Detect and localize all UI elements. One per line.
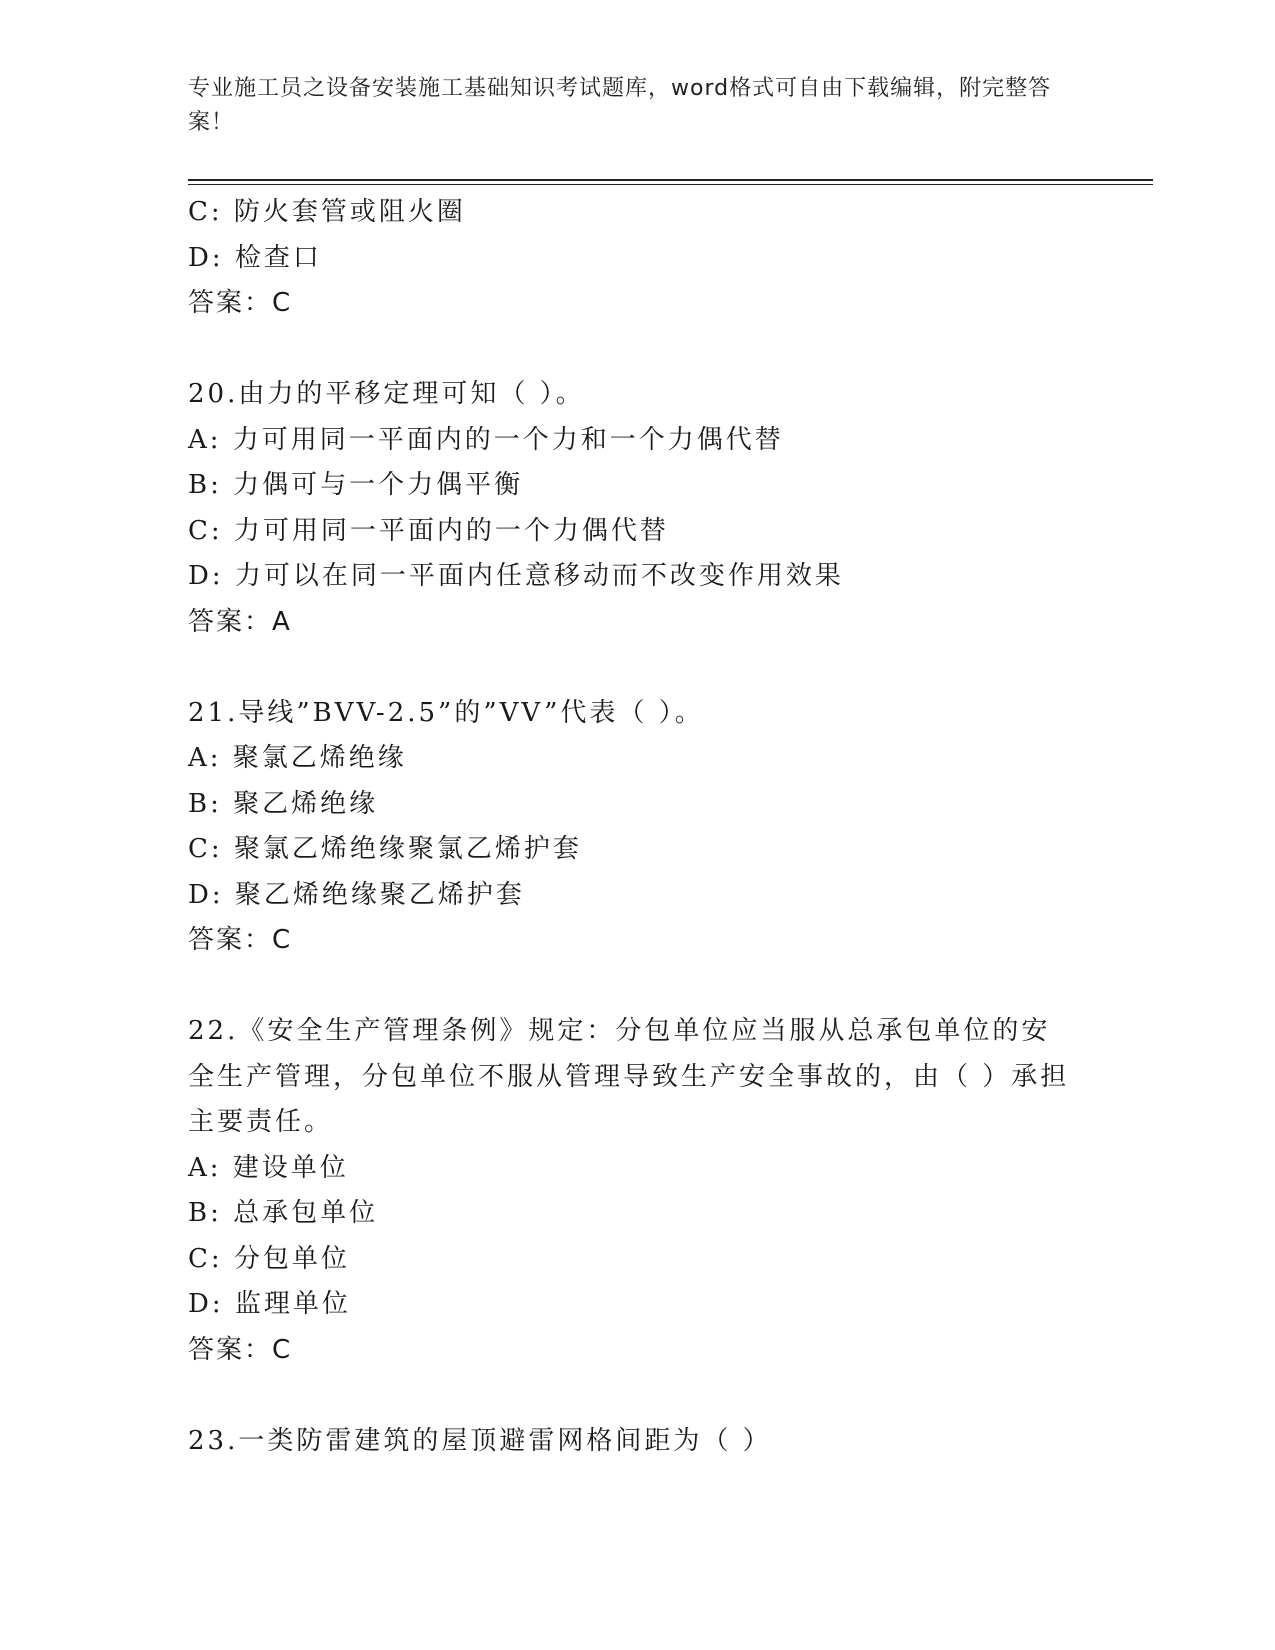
question-stem-22: 22.《安全生产管理条例》规定：分包单位应当服从总承包单位的安全生产管理，分包单位不服从管理导致生产安全事故的，由（ ）承担主要责任。 (188, 1016, 1070, 1137)
option-c: C: 防火套管或阻火圈 (188, 197, 466, 227)
option-d: D: 监理单位 (188, 1289, 351, 1319)
header-divider-thin (188, 184, 1153, 185)
option-c: C: 力可用同一平面内的一个力偶代替 (188, 515, 669, 546)
question-stem-20: 20.由力的平移定理可知（ ）。 (188, 379, 585, 409)
option-b: B: 总承包单位 (188, 1198, 379, 1228)
option-c: C: 聚氯乙烯绝缘聚氯乙烯护套 (188, 834, 582, 864)
option-d: D: 检查口 (188, 242, 322, 273)
answer-line: 答案：C (188, 1334, 293, 1365)
spacer (188, 964, 1088, 1010)
question-stem-21: 21.导线”BVV-2.5”的”VV”代表（ ）。 (188, 697, 704, 728)
document-header: 专业施工员之设备安装施工基础知识考试题库，word格式可自由下载编辑，附完整答案！ (188, 76, 1052, 135)
option-d: D: 聚乙烯绝缘聚乙烯护套 (188, 879, 525, 910)
answer-line: 答案：C (188, 925, 293, 955)
answer-line: 答案：A (188, 606, 292, 637)
option-c: C: 分包单位 (188, 1243, 350, 1274)
option-b: B: 聚乙烯绝缘 (188, 788, 379, 819)
option-a: A: 建设单位 (188, 1152, 349, 1183)
option-d: D: 力可以在同一平面内任意移动而不改变作用效果 (188, 561, 844, 591)
spacer (188, 645, 1088, 691)
option-a: A: 聚氯乙烯绝缘 (188, 743, 407, 773)
spacer (188, 1373, 1088, 1419)
option-b: B: 力偶可与一个力偶平衡 (188, 470, 524, 500)
option-a: A: 力可用同一平面内的一个力和一个力偶代替 (188, 424, 784, 455)
header-divider-thick (188, 179, 1153, 181)
spacer (188, 327, 1088, 373)
question-stem-23: 23.一类防雷建筑的屋顶避雷网格间距为（ ） (188, 1425, 772, 1456)
answer-line: 答案：C (188, 288, 293, 318)
question-list (188, 190, 1088, 1464)
